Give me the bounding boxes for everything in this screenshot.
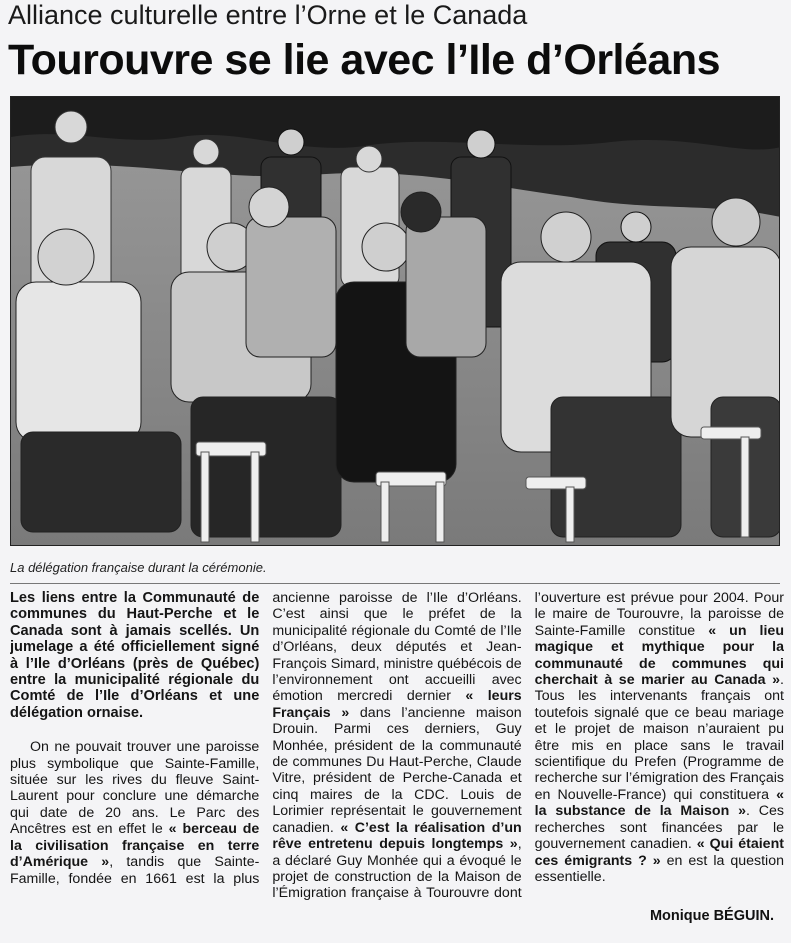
article-headline: Tourouvre se lie avec l’Ile d’Orléans xyxy=(8,36,721,84)
quote-substance: « la substance de la Maison » xyxy=(534,786,784,820)
quote-realisation: « C’est la réalisation d’un rêve entretenu depuis longtemps » xyxy=(272,819,522,853)
article-photo xyxy=(10,96,780,546)
article-kicker: Alliance culturelle entre l’Orne et le Canada xyxy=(8,0,528,30)
article-lead: Les liens entre la Communauté de communes du Haut-Perche et le Canada sont à jamais scellés. Un jumelage a été officiellement signé à l’Ile d’Orléans (près de Québec) entre la municipalité régionale du Comté de l’Ile d’Orléans et une délégation ornaise. xyxy=(10,590,260,721)
photo-caption: La délégation française durant la cérémonie. xyxy=(10,560,267,575)
quote-leurs-francais: « leurs Français » xyxy=(272,688,522,721)
caption-divider xyxy=(10,583,780,584)
article-column-1 xyxy=(10,590,784,902)
article-paragraph-1: On ne pouvait trouver une paroisse plus symbolique que Sainte-Famille, située sur les rives du fleuve Saint-Laurent pour conclure une démarche qui date de 20 ans. Le Parc des Ancêtres est en effet le « berceau de la civilisation française en terre d’Amérique », tandis que Sainte-Famille, fondée en 1661 est la plus ancienne paroisse de l’Ile d’Orléans. C’est ainsi que le préfet de la municipalité régionale du Comté de l’Ile d’Orléans, deux députés et Jean-François Simard, ministre québécois de l’environnement ont accueilli avec émotion mercredi dernier « leurs Français » dans l’ancienne maison Drouin. Parmi ces derniers, Guy Monhée, président de la communauté de communes Du Haut-Perche, Claude Vitre, président de Perche-Canada et cinq maires de la CDC. Louis de Lorimier représentait le gouvernement canadien. « C’est la réalisation d’un rêve entretenu depuis longtemps », a déclaré Guy Monhée qui a évoqué le projet de construction de la Maison de l’Émigration française à Tourouvre dont l’ouverture est prévue pour 2004. Pour le maire de Tourouvre, la paroisse de Sainte-Famille constitue « un lieu magique et mythique pour la communauté de communes qui cherchait à se marier au Canada ». Tous les intervenants français ont toutefois signalé que ce beau mariage et le projet de maison n’auraient pu être mis en place sans le travail scientifique du Prefen (Programme de recherche sur l’émigration des Français en Nouvelle-France) qui constituera « la substance de la Maison ». Ces recherches sont financées par le gouvernement canadien. « Qui étaient ces émigrants ? » en est la question essentielle. xyxy=(10,590,784,902)
quote-lieu-magique: « un lieu magique et mythique pour la communauté de communes qui cherchait à se marier au Canada » xyxy=(534,622,784,689)
quote-emigrants: « Qui étaient ces émigrants ? » xyxy=(534,836,784,869)
article-signature: Monique BÉGUIN. xyxy=(649,908,774,924)
quote-berceau: « berceau de la civilisation française en terre d’Amérique » xyxy=(10,821,260,871)
ceremony-photo-illustration xyxy=(11,97,780,546)
